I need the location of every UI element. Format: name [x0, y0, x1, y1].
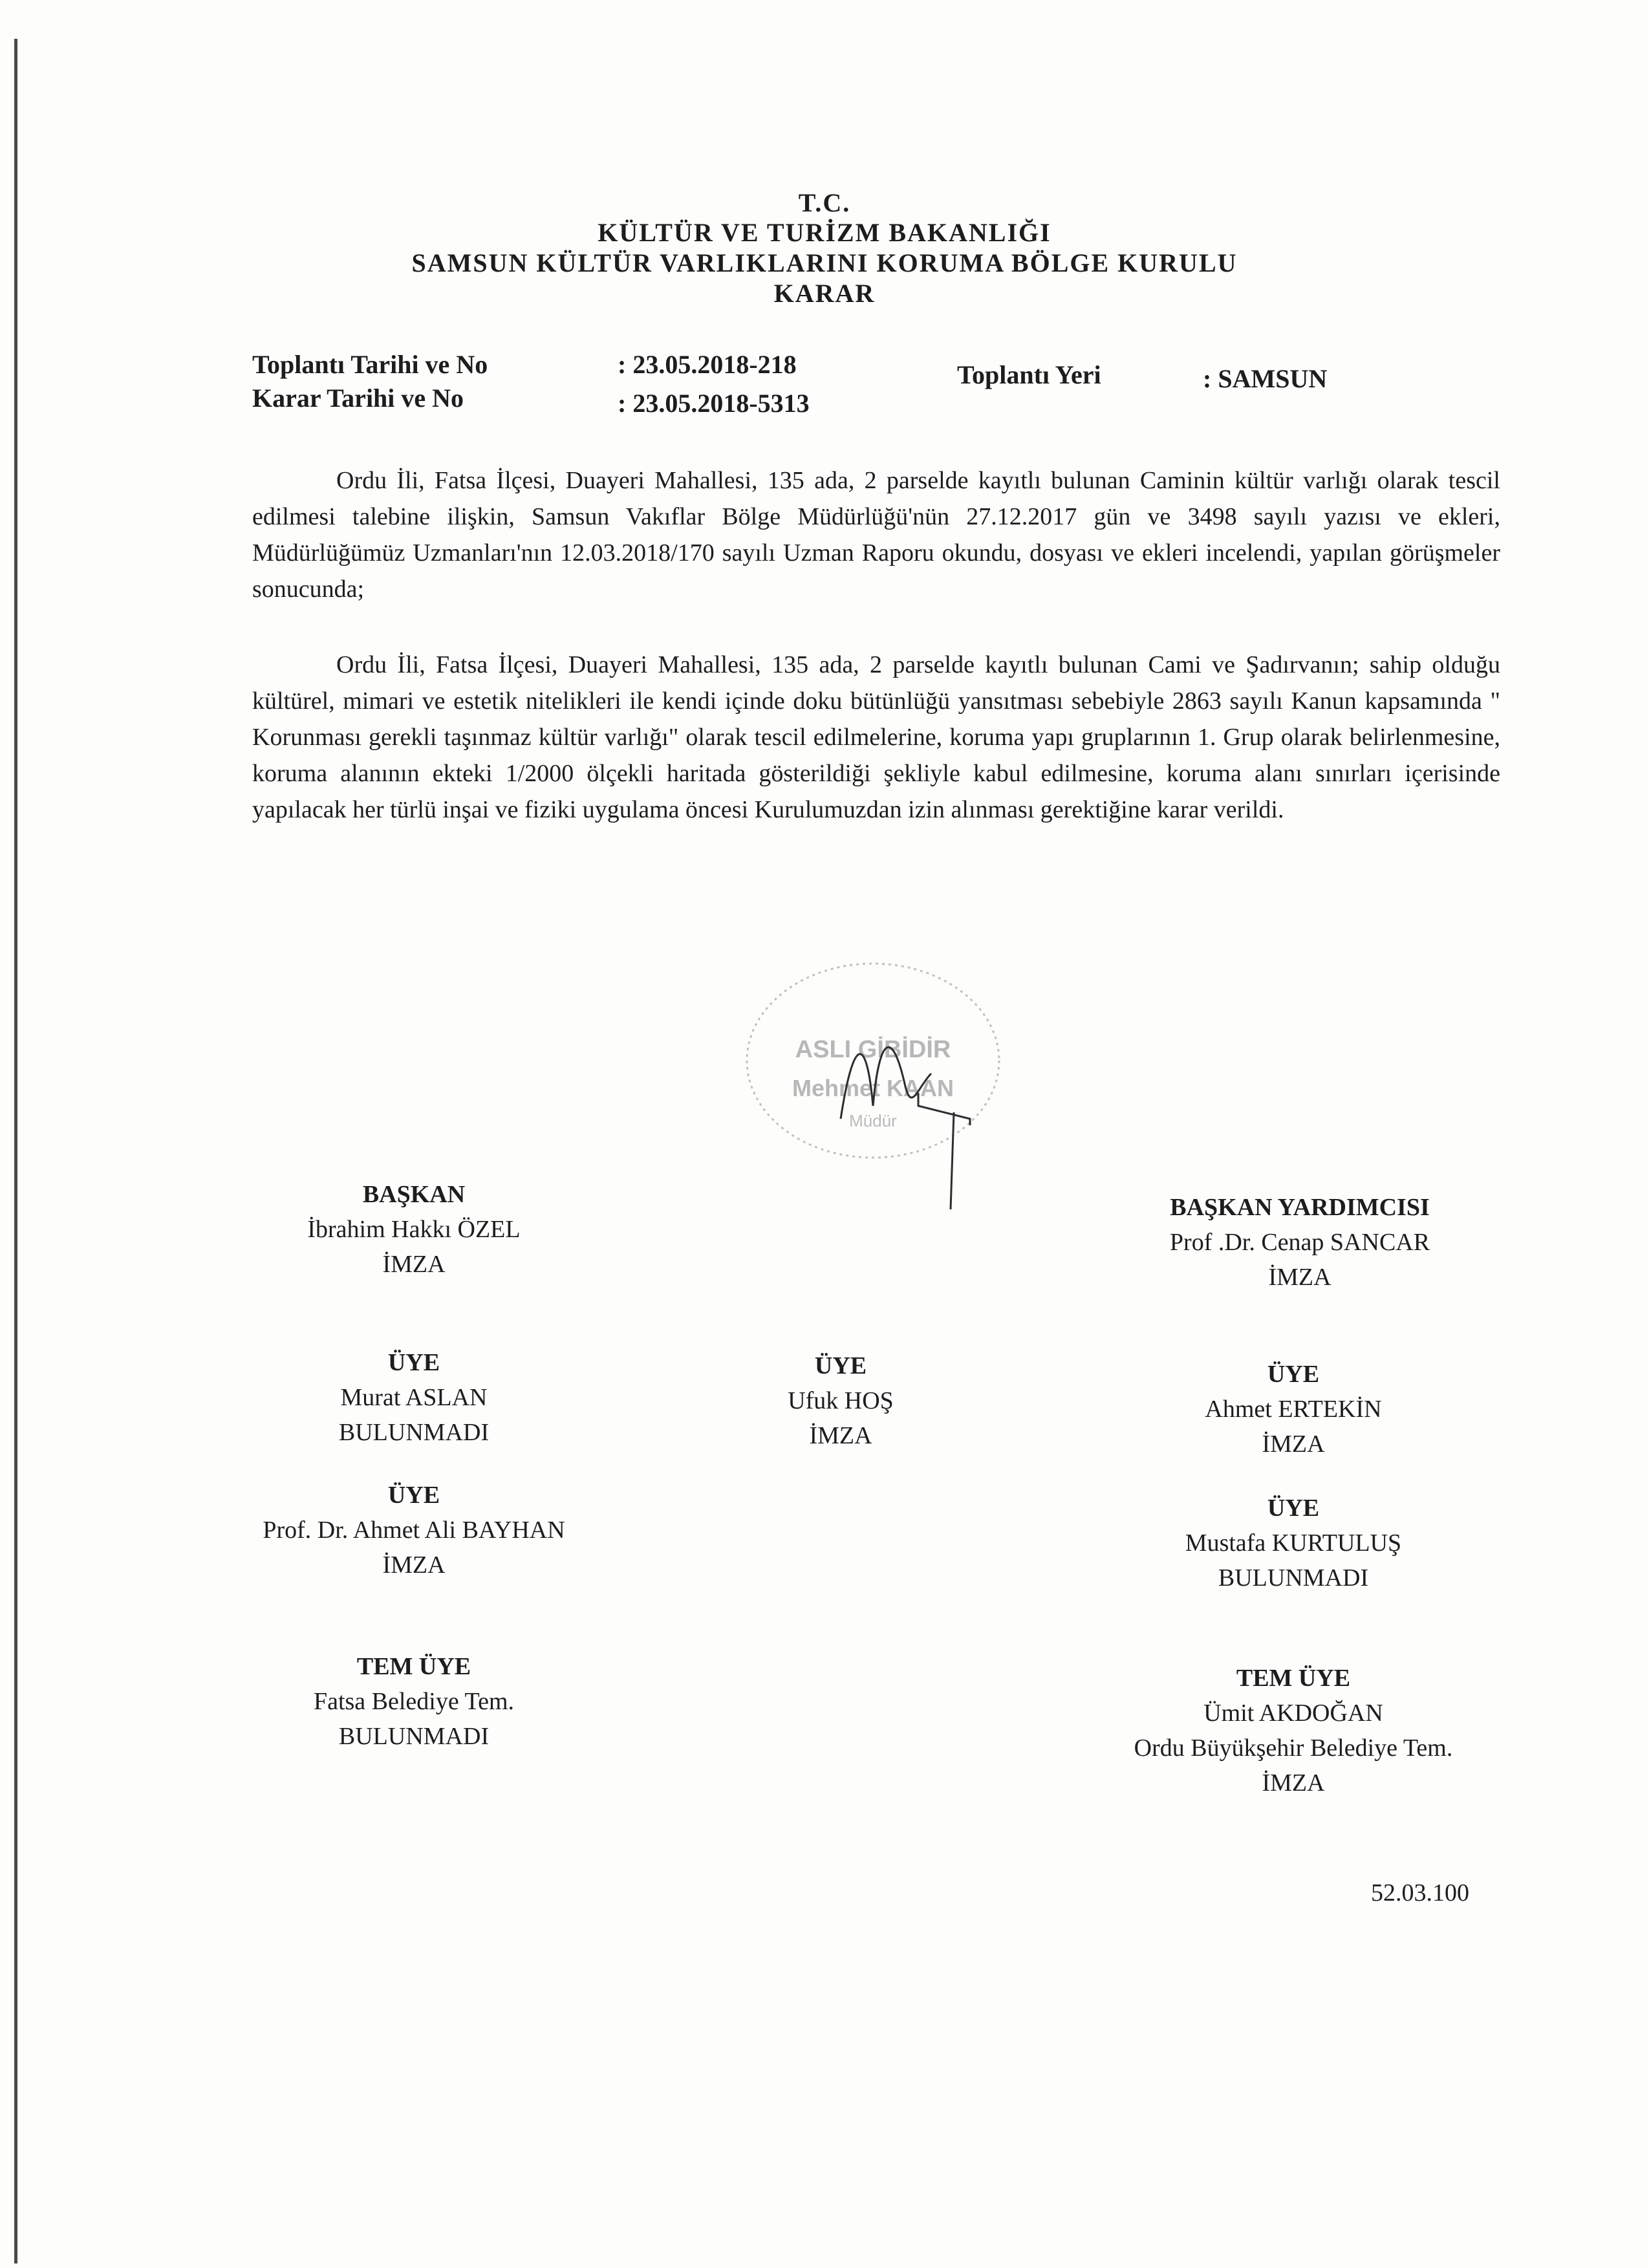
meeting-place-label: Toplantı Yeri	[957, 360, 1101, 389]
signature-baskan	[220, 1177, 608, 1282]
signature-role: TEM ÜYE	[356, 1653, 471, 1680]
signature-uye-1	[220, 1345, 608, 1450]
signature-status: İMZA	[1262, 1769, 1325, 1797]
signature-role: ÜYE	[814, 1352, 867, 1379]
signature-uye-2	[647, 1348, 1035, 1453]
header-ministry: KÜLTÜR VE TURİZM BAKANLIĞI	[598, 218, 1051, 247]
signature-role: BAŞKAN YARDIMCISI	[1170, 1194, 1430, 1221]
signature-status: BULUNMADI	[1218, 1564, 1369, 1592]
signature-name: Ahmet ERTEKİN	[1205, 1396, 1382, 1423]
document-code: 52.03.100	[1371, 1879, 1469, 1906]
signature-tem-uye-1	[220, 1649, 608, 1754]
signature-role: ÜYE	[387, 1349, 440, 1376]
signature-name: Ufuk HOŞ	[788, 1387, 894, 1414]
decision-date-value: : 23.05.2018-5313	[618, 389, 810, 418]
signature-name: Prof. Dr. Ahmet Ali BAYHAN	[263, 1517, 565, 1544]
signature-status: İMZA	[1262, 1431, 1325, 1458]
meeting-date-label: Toplantı Tarihi ve No	[252, 350, 488, 379]
signature-uye-4	[188, 1478, 640, 1582]
signature-role: ÜYE	[387, 1482, 440, 1509]
decision-date-label: Karar Tarihi ve No	[252, 383, 464, 413]
signature-status: İMZA	[382, 1251, 446, 1278]
header-karar: KARAR	[773, 279, 876, 308]
signature-name: Fatsa Belediye Tem.	[313, 1688, 515, 1715]
stamp-text-2: Mehmet KAAN	[792, 1075, 954, 1101]
signature-role: TEM ÜYE	[1236, 1665, 1351, 1692]
signature-role: ÜYE	[1267, 1361, 1320, 1388]
signature-status: İMZA	[809, 1422, 872, 1449]
meeting-place-value: : SAMSUN	[1203, 364, 1328, 393]
signature-affiliation: Ordu Büyükşehir Belediye Tem.	[1134, 1734, 1453, 1762]
signature-status: İMZA	[382, 1551, 446, 1579]
decision-paragraph-2: Ordu İli, Fatsa İlçesi, Duayeri Mahallesi, 135 ada, 2 parselde kayıtlı bulunan Cami ve Şadırvanın; sahip olduğu kültürel, mimari ve estetik nitelikleri ile kendi içinde doku bütünlüğü yansıtması sebebiyle 2863 sayılı Kanun kapsamında " Korunması gerekli taşınmaz kültür varlığı" olarak tescil edilmelerine, koruma yapı gruplarının 1. Grup olarak belirlenmesine, koruma alanının ekteki 1/2000 ölçekli haritada gösterildiği şekliyle kabul edilmesine, koruma alanı sınırları içerisinde yapılacak her türlü inşai ve fiziki uygulama öncesi Kurulumuzdan izin alınması gerektiğine karar verildi.	[252, 651, 1500, 823]
signature-name: Ümit AKDOĞAN	[1203, 1700, 1383, 1727]
scan-edge-line	[14, 39, 17, 2263]
signature-status: BULUNMADI	[338, 1419, 490, 1446]
meeting-date-value: : 23.05.2018-218	[618, 350, 797, 379]
signature-uye-5	[1099, 1491, 1487, 1595]
signature-uye-3	[1099, 1357, 1487, 1462]
official-stamp	[724, 957, 1022, 1216]
signature-baskan-yardimcisi	[1073, 1190, 1526, 1295]
stamp-text-1: ASLI GİBİDİR	[795, 1036, 951, 1063]
signature-name: Murat ASLAN	[340, 1384, 488, 1411]
signature-role: BAŞKAN	[362, 1181, 466, 1208]
signature-name: İbrahim Hakkı ÖZEL	[307, 1216, 521, 1243]
signature-tem-uye-2	[1061, 1661, 1526, 1800]
header-board: SAMSUN KÜLTÜR VARLIKLARINI KORUMA BÖLGE KURULU	[411, 248, 1238, 277]
signature-name: Mustafa KURTULUŞ	[1185, 1529, 1402, 1557]
header-tc: T.C.	[798, 188, 851, 217]
signature-status: BULUNMADI	[338, 1723, 490, 1750]
decision-paragraph-1: Ordu İli, Fatsa İlçesi, Duayeri Mahallesi, 135 ada, 2 parselde kayıtlı bulunan Caminin kültür varlığı olarak tescil edilmesi talebine ilişkin, Samsun Vakıflar Bölge Müdürlüğü'nün 27.12.2017 gün ve 3498 sayılı yazısı ve ekleri, Müdürlüğümüz Uzmanları'nın 12.03.2018/170 sayılı Uzman Raporu okundu, dosyası ve ekleri incelendi, yapılan görüşmeler sonucunda;	[252, 467, 1500, 603]
signature-name: Prof .Dr. Cenap SANCAR	[1169, 1229, 1430, 1256]
signature-role: ÜYE	[1267, 1495, 1320, 1522]
signature-status: İMZA	[1268, 1264, 1331, 1291]
stamp-text-3: Müdür	[849, 1111, 897, 1130]
